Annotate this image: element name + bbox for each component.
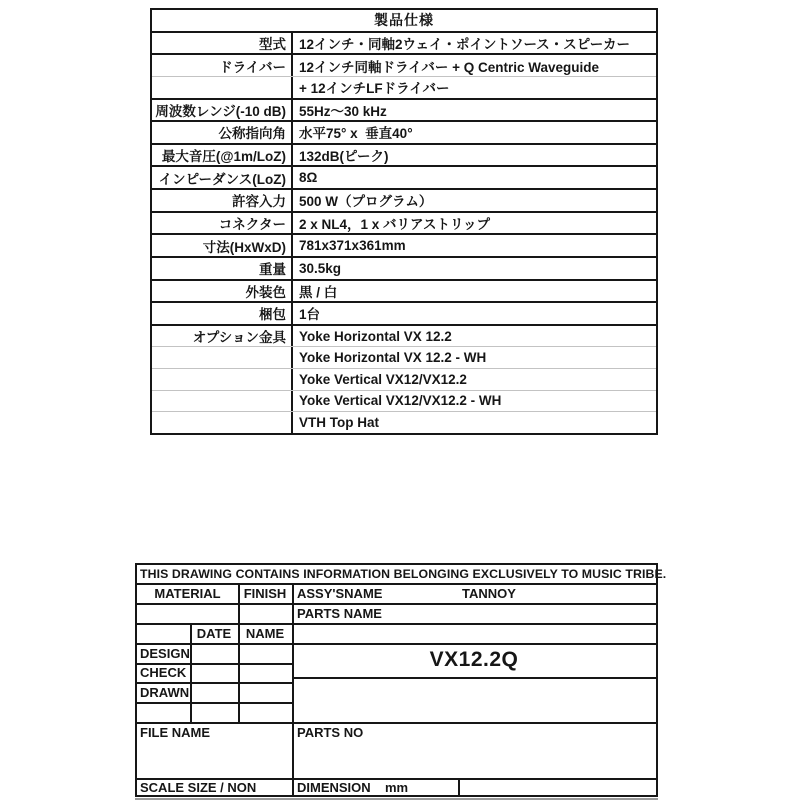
assy-name-label: ASSY'SNAME — [297, 586, 383, 601]
spec-value: 水平75° x 垂直40° — [299, 126, 413, 142]
spec-value: 12インチ・同軸2ウェイ・ポイントソース・スピーカー — [299, 36, 630, 52]
spec-value: 黒 / 白 — [299, 284, 338, 300]
spec-label — [152, 412, 293, 433]
brand-name: TANNOY — [462, 586, 516, 601]
divider — [238, 583, 240, 722]
spec-row-max-spl — [152, 143, 656, 166]
dimension-label: DIMENSION — [297, 780, 371, 795]
spec-row-impedance — [152, 165, 656, 188]
parts-no-label: PARTS NO — [297, 725, 364, 740]
spec-label: 公称指向角 — [152, 122, 293, 143]
model-number: VX12.2Q — [429, 648, 519, 671]
spec-row-driver-cont — [152, 76, 656, 98]
drawing-title-block — [135, 563, 667, 797]
scale-label: SCALE SIZE / NON — [140, 780, 257, 795]
spec-row-dimensions — [152, 233, 656, 256]
name-label: NAME — [245, 626, 285, 641]
spec-row-optional-hardware-cont — [152, 390, 656, 412]
design-label: DESIGN — [140, 646, 190, 661]
spec-row-model — [152, 31, 656, 54]
divider — [137, 603, 656, 605]
spec-label: 最大音圧(@1m/LoZ) — [152, 145, 293, 166]
spec-value: 781x371x361mm — [299, 238, 406, 254]
spec-value: 8Ω — [299, 170, 318, 186]
spec-label: 型式 — [152, 33, 293, 54]
spec-label: 寸法(HxWxD) — [152, 235, 293, 256]
spec-value: 132dB(ピーク) — [299, 149, 389, 165]
divider — [137, 722, 656, 724]
spec-row-power-handling — [152, 188, 656, 211]
divider — [137, 702, 294, 704]
spec-value: + 12インチLFドライバー — [299, 81, 450, 97]
ownership-notice: THIS DRAWING CONTAINS INFORMATION BELONGING EXCLUSIVELY TO MUSIC TRIBE. — [140, 567, 667, 581]
spec-row-driver — [152, 53, 656, 76]
spec-value: 12インチ同軸ドライバー + Q Centric Waveguide — [299, 59, 600, 75]
spec-label: 重量 — [152, 258, 293, 279]
spec-value: Yoke Vertical VX12/VX12.2 - WH — [299, 393, 502, 409]
check-label: CHECK — [140, 665, 187, 680]
spec-label: コネクター — [152, 213, 293, 234]
spec-label — [152, 77, 293, 98]
spec-table-title: 製品仕様 — [374, 12, 434, 29]
spec-label: 梱包 — [152, 303, 293, 324]
spec-row-optional-hardware — [152, 324, 656, 347]
spec-row-optional-hardware-cont — [152, 368, 656, 390]
spec-row-dispersion — [152, 120, 656, 143]
parts-name-label: PARTS NAME — [297, 606, 382, 621]
spec-row-optional-hardware-cont — [152, 346, 656, 368]
spec-value: 500 W（プログラム） — [299, 194, 433, 210]
finish-label: FINISH — [243, 586, 287, 601]
spec-value: 2 x NL4，1 x バリアストリップ — [299, 216, 490, 232]
divider — [292, 677, 656, 679]
spec-label — [152, 391, 293, 412]
spec-row-weight — [152, 256, 656, 279]
spec-value: Yoke Horizontal VX 12.2 — [299, 328, 452, 344]
spec-row-packaging — [152, 301, 656, 324]
spec-value: 1台 — [299, 307, 321, 323]
spec-label — [152, 369, 293, 390]
spec-row-connectors — [152, 211, 656, 234]
spec-label — [152, 347, 293, 368]
date-label: DATE — [196, 626, 232, 641]
spec-row-optional-hardware-cont — [152, 411, 656, 433]
spec-label: オプション金具 — [152, 326, 293, 347]
spec-label: 許容入力 — [152, 190, 293, 211]
spec-label: 外装色 — [152, 281, 293, 302]
drawn-label: DRAWN — [140, 685, 190, 700]
spec-label: インピーダンス(LoZ) — [152, 167, 293, 188]
product-spec-table — [150, 8, 658, 435]
spec-value: 55Hz〜30 kHz — [299, 103, 387, 119]
divider — [458, 778, 460, 795]
spec-row-finish-color — [152, 279, 656, 302]
divider — [292, 583, 294, 795]
spec-value: 30.5kg — [299, 260, 342, 276]
spec-label: 周波数レンジ(-10 dB) — [152, 100, 293, 121]
dimension-unit: mm — [385, 780, 409, 795]
spec-value: Yoke Vertical VX12/VX12.2 — [299, 371, 467, 387]
spec-row-frequency-range — [152, 98, 656, 121]
spec-label: ドライバー — [152, 55, 293, 76]
material-label: MATERIAL — [154, 586, 221, 601]
spec-value: VTH Top Hat — [299, 415, 379, 431]
spec-value: Yoke Horizontal VX 12.2 - WH — [299, 350, 487, 366]
file-name-label: FILE NAME — [140, 725, 211, 740]
